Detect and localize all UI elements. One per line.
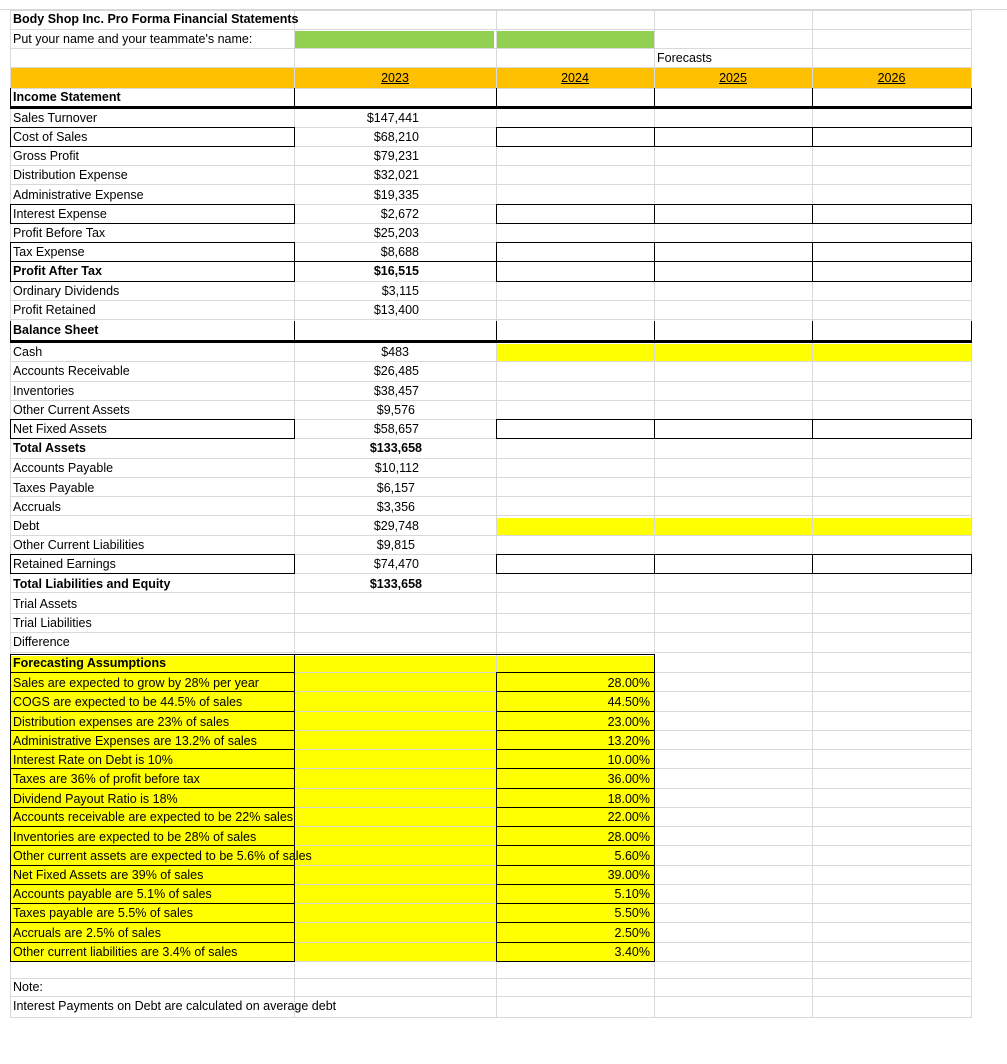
is-label-interest: Interest Expense	[13, 207, 107, 221]
forecast-cell-border	[812, 281, 972, 282]
name-prompt: Put your name and your teammate's name:	[13, 32, 253, 46]
cash-forecast-input[interactable]	[496, 344, 971, 362]
forecast-cell-border	[812, 261, 972, 262]
header-cell-border	[10, 321, 11, 340]
forecast-cell-border	[654, 223, 813, 224]
bs-label-taxes-payable: Taxes Payable	[13, 481, 95, 495]
bs-label-inventories: Inventories	[13, 384, 75, 398]
forecast-cell-border	[812, 261, 813, 282]
assumption-label-dividend-payout: Dividend Payout Ratio is 18%	[13, 792, 178, 806]
bs-label-other-current-liabilities: Other Current Liabilities	[13, 538, 145, 552]
bs-label-receivable: Accounts Receivable	[13, 364, 130, 378]
forecast-cell-border	[812, 146, 972, 147]
bs-value-receivable[interactable]: $26,485	[373, 364, 419, 378]
forecast-cell-border	[971, 242, 972, 262]
forecast-cell-border	[496, 419, 497, 439]
assumption-row-border	[10, 884, 295, 885]
is-value-profit-before-tax[interactable]: $25,203	[373, 226, 419, 240]
forecast-cell-border	[496, 242, 655, 243]
is-value-dividends[interactable]: $3,115	[381, 284, 419, 298]
row-border	[10, 127, 11, 147]
assumption-value-other-current-assets[interactable]: 5.60%	[614, 849, 650, 863]
bs-label-debt: Debt	[13, 519, 40, 533]
bs-value-accounts-payable[interactable]: $10,112	[374, 461, 419, 475]
assumption-row-border	[496, 691, 655, 692]
assumption-row-border	[10, 768, 295, 769]
note-text: Interest Payments on Debt are calculated on average debt	[13, 999, 337, 1013]
assumption-row-border	[496, 903, 655, 904]
assumption-row-border	[496, 884, 655, 885]
forecast-cell-border	[812, 242, 972, 243]
is-label-cost-of-sales: Cost of Sales	[13, 130, 88, 144]
bs-value-net-fixed-assets[interactable]: $58,657	[373, 422, 419, 436]
is-label-gross-profit: Gross Profit	[13, 149, 79, 163]
assumption-label-inventories: Inventories are expected to be 28% of sales	[13, 830, 257, 844]
assumption-row-border	[496, 672, 655, 673]
forecast-cell-border	[812, 554, 813, 574]
forecast-cell-border	[812, 127, 972, 128]
bs-value-total-liabilities-equity[interactable]: $133,658	[369, 577, 422, 591]
bs-value-other-current-assets[interactable]: $9,576	[376, 403, 415, 417]
assumption-value-taxes-payable[interactable]: 5.50%	[614, 906, 650, 920]
is-value-gross-profit[interactable]: $79,231	[373, 149, 419, 163]
bs-value-inventories[interactable]: $38,457	[373, 384, 419, 398]
assumptions-header: Forecasting Assumptions	[13, 656, 167, 670]
row-border	[10, 573, 295, 574]
grid-row-line	[10, 10, 971, 11]
is-value-tax[interactable]: $8,688	[380, 245, 419, 259]
forecast-cell-border	[812, 127, 813, 147]
assumption-row-border	[496, 711, 655, 712]
assumption-row-border	[10, 654, 295, 655]
assumption-label-administrative: Administrative Expenses are 13.2% of sales	[13, 734, 257, 748]
forecast-cell-border	[496, 204, 655, 205]
assumption-label-taxes-payable: Taxes payable are 5.5% of sales	[13, 906, 193, 920]
grid-row-line	[10, 652, 971, 653]
bs-label-total-assets: Total Assets	[13, 441, 86, 455]
grid-row-line	[10, 477, 971, 478]
forecast-cell-border	[812, 419, 972, 420]
bs-label-cash: Cash	[13, 345, 43, 359]
row-border	[10, 261, 295, 262]
assumption-row-border	[496, 768, 655, 769]
is-label-sales: Sales Turnover	[13, 111, 98, 125]
grid-row-line	[10, 361, 971, 362]
grid-row-line	[10, 613, 971, 614]
assumption-row-border	[10, 961, 295, 962]
header-cell-border	[971, 321, 972, 340]
row-border	[10, 204, 11, 224]
grid-row-line	[10, 996, 971, 997]
forecast-cell-border	[654, 573, 813, 574]
is-label-tax: Tax Expense	[13, 245, 85, 259]
assumption-value-sales-growth[interactable]: 28.00%	[607, 676, 650, 690]
forecast-cell-border	[971, 261, 972, 282]
forecast-cell-border	[812, 242, 813, 262]
grid-row-line	[10, 165, 971, 166]
forecast-cell-border	[812, 419, 813, 439]
forecast-cell-border	[971, 204, 972, 224]
forecast-cell-border	[971, 554, 972, 574]
note-label: Note:	[13, 980, 43, 994]
forecast-cell-border	[496, 261, 497, 282]
forecast-cell-border	[812, 223, 972, 224]
grid-row-line	[10, 535, 971, 536]
grid-row-line	[10, 458, 971, 459]
year-2023: 2023	[381, 71, 409, 85]
assumption-value-distribution[interactable]: 23.00%	[607, 715, 650, 729]
forecast-cell-border	[812, 573, 972, 574]
forecast-cell-border	[496, 554, 655, 555]
assumption-row-border	[496, 922, 655, 923]
forecast-cell-border	[812, 204, 972, 205]
assumption-value-accruals[interactable]: 2.50%	[614, 926, 650, 940]
row-border	[294, 261, 496, 262]
row-border	[10, 419, 295, 420]
assumption-value-cogs[interactable]: 44.50%	[607, 695, 650, 709]
grid-row-line	[10, 400, 971, 401]
bs-label-accounts-payable: Accounts Payable	[13, 461, 114, 475]
forecast-cell-border	[496, 204, 497, 224]
assumption-row-border	[10, 903, 295, 904]
row-border	[10, 127, 295, 128]
name-input-cell-b[interactable]	[294, 31, 494, 48]
forecast-cell-border	[654, 419, 655, 439]
header-cell-border	[496, 321, 497, 340]
grid-row-line	[10, 496, 971, 497]
grid-col-line	[971, 10, 972, 1018]
bs-value-taxes-payable[interactable]: $6,157	[376, 481, 415, 495]
forecast-cell-border	[654, 261, 655, 282]
is-label-administrative: Administrative Expense	[13, 188, 144, 202]
assumption-value-other-current-liabilities[interactable]: 3.40%	[614, 945, 650, 959]
is-value-interest[interactable]: $2,672	[380, 207, 419, 221]
bs-value-retained-earnings[interactable]: $74,470	[373, 557, 419, 571]
header-cell-border	[654, 88, 655, 106]
header-cell-border	[10, 88, 11, 106]
assumption-label-interest-rate: Interest Rate on Debt is 10%	[13, 753, 173, 767]
assumption-row-border	[496, 961, 655, 962]
assumption-row-border	[10, 730, 295, 731]
grid-row-line	[10, 300, 971, 301]
assumption-row-border	[10, 922, 295, 923]
forecast-cell-border	[812, 554, 972, 555]
forecast-cell-border	[496, 223, 655, 224]
is-label-dividends: Ordinary Dividends	[13, 284, 120, 298]
name-input-cell-c[interactable]	[496, 31, 654, 48]
assumption-label-distribution: Distribution expenses are 23% of sales	[13, 715, 230, 729]
trial-liabilities-label: Trial Liabilities	[13, 616, 92, 630]
assumption-row-border	[10, 672, 295, 673]
assumption-value-net-fixed-assets[interactable]: 39.00%	[607, 868, 650, 882]
bs-label-total-liabilities-equity: Total Liabilities and Equity	[13, 577, 171, 591]
assumption-label-net-fixed-assets: Net Fixed Assets are 39% of sales	[13, 868, 204, 882]
forecast-cell-border	[654, 242, 813, 243]
is-label-profit-retained: Profit Retained	[13, 303, 96, 317]
forecast-cell-border	[496, 261, 655, 262]
forecast-cell-border	[654, 554, 813, 555]
forecast-cell-border	[812, 438, 972, 439]
is-value-profit-retained[interactable]: $13,400	[373, 303, 419, 317]
assumption-row-border	[496, 865, 655, 866]
grid-row-line	[10, 632, 971, 633]
grid-row-line	[10, 381, 971, 382]
forecast-cell-border	[654, 281, 813, 282]
row-border	[10, 223, 295, 224]
assumption-value-receivables[interactable]: 22.00%	[607, 810, 650, 824]
is-value-cost-of-sales[interactable]: $68,210	[373, 130, 419, 144]
grid-row-line	[10, 978, 971, 979]
bs-value-other-current-liabilities[interactable]: $9,815	[376, 538, 415, 552]
forecast-cell-border	[654, 438, 813, 439]
year-2025: 2025	[719, 71, 747, 85]
balance-sheet-header: Balance Sheet	[13, 323, 99, 337]
is-value-profit-after-tax[interactable]: $16,515	[373, 264, 419, 278]
year-2024: 2024	[561, 71, 589, 85]
forecast-cell-border	[496, 438, 655, 439]
year-2026: 2026	[877, 71, 906, 85]
assumption-label-accruals: Accruals are 2.5% of sales	[13, 926, 161, 940]
assumption-value-interest-rate[interactable]: 10.00%	[607, 753, 650, 767]
debt-forecast-input[interactable]	[496, 518, 971, 536]
row-border	[10, 281, 295, 282]
assumption-col-border	[496, 672, 497, 962]
assumption-row-border	[496, 749, 655, 750]
difference-label: Difference	[13, 635, 70, 649]
assumption-row-border	[10, 691, 295, 692]
bs-value-total-assets[interactable]: $133,658	[369, 441, 422, 455]
row-border	[10, 146, 295, 147]
grid-row-line	[10, 29, 971, 30]
header-cell-border	[294, 321, 295, 340]
assumption-col-border	[294, 654, 295, 962]
grid-col-line	[812, 10, 813, 1018]
assumption-row-border	[10, 865, 295, 866]
forecast-cell-border	[496, 127, 655, 128]
forecast-cell-border	[971, 127, 972, 147]
assumption-row-border	[10, 749, 295, 750]
bs-label-other-current-assets: Other Current Assets	[13, 403, 130, 417]
forecast-cell-border	[654, 261, 813, 262]
assumption-label-other-current-liabilities: Other current liabilities are 3.4% of sales	[13, 945, 238, 959]
is-label-profit-before-tax: Profit Before Tax	[13, 226, 106, 240]
assumption-value-taxes[interactable]: 36.00%	[607, 772, 650, 786]
forecast-cell-border	[496, 242, 497, 262]
forecast-cell-border	[496, 573, 655, 574]
header-cell-border	[654, 321, 655, 340]
grid-row-line	[10, 319, 971, 320]
assumption-col-border	[10, 654, 11, 962]
assumption-row-border	[10, 826, 295, 827]
grid-row-line	[10, 88, 971, 89]
forecast-cell-border	[654, 146, 813, 147]
assumption-value-inventories[interactable]: 28.00%	[607, 830, 650, 844]
bs-label-accruals: Accruals	[13, 500, 61, 514]
row-border	[10, 554, 11, 574]
forecast-cell-border	[812, 204, 813, 224]
row-border	[10, 204, 295, 205]
income-statement-header: Income Statement	[13, 90, 121, 104]
assumption-value-dividend-payout[interactable]: 18.00%	[607, 792, 650, 806]
is-value-administrative[interactable]: $19,335	[373, 188, 419, 202]
header-cell-border	[812, 321, 813, 340]
assumption-value-accounts-payable[interactable]: 5.10%	[614, 887, 650, 901]
forecast-cell-border	[654, 419, 813, 420]
assumption-label-sales-growth: Sales are expected to grow by 28% per year	[13, 676, 259, 690]
header-cell-border	[496, 88, 497, 106]
forecasts-label: Forecasts	[657, 51, 712, 65]
assumption-row-border	[10, 845, 295, 846]
row-border	[10, 261, 11, 282]
grid-row-line	[10, 67, 971, 68]
forecast-cell-border	[496, 127, 497, 147]
assumption-row-border	[10, 807, 295, 808]
assumption-value-administrative[interactable]: 13.20%	[607, 734, 650, 748]
header-cell-border	[971, 88, 972, 106]
forecast-cell-border	[496, 281, 655, 282]
header-cell-border	[294, 88, 295, 106]
forecast-cell-border	[654, 204, 655, 224]
assumption-row-border	[496, 845, 655, 846]
row-border	[10, 242, 295, 243]
forecast-cell-border	[971, 419, 972, 439]
sheet-title: Body Shop Inc. Pro Forma Financial Statements	[13, 12, 299, 26]
grid-row-line	[10, 592, 971, 593]
is-label-profit-after-tax: Profit After Tax	[13, 264, 102, 278]
assumption-label-receivables: Accounts receivable are expected to be 22% sales	[13, 810, 294, 824]
grid-row-line	[10, 184, 971, 185]
header-cell-border	[812, 88, 813, 106]
bs-label-net-fixed-assets: Net Fixed Assets	[13, 422, 107, 436]
row-border	[10, 438, 295, 439]
row-border	[10, 242, 11, 262]
assumption-row-border	[496, 807, 655, 808]
assumption-col-border	[654, 654, 655, 962]
is-value-sales[interactable]: $147,441	[366, 111, 419, 125]
grid-row-line	[10, 515, 971, 516]
forecast-cell-border	[654, 554, 655, 574]
assumption-row-border	[294, 654, 655, 655]
forecast-cell-border	[496, 419, 655, 420]
assumption-row-border	[496, 730, 655, 731]
is-label-distribution: Distribution Expense	[13, 168, 128, 182]
bs-value-debt[interactable]: $29,748	[373, 519, 419, 533]
assumption-row-border	[496, 826, 655, 827]
forecast-cell-border	[496, 146, 655, 147]
assumption-row-border	[10, 788, 295, 789]
row-border	[10, 554, 295, 555]
assumption-label-other-current-assets: Other current assets are expected to be 5.6% of sales	[13, 849, 312, 863]
assumption-label-taxes: Taxes are 36% of profit before tax	[13, 772, 200, 786]
is-value-distribution[interactable]: $32,021	[373, 168, 419, 182]
assumption-row-border	[10, 942, 295, 943]
grid-row-line	[10, 1017, 971, 1018]
assumption-label-cogs: COGS are expected to be 44.5% of sales	[13, 695, 243, 709]
assumption-row-border	[496, 788, 655, 789]
assumption-row-border	[496, 942, 655, 943]
bs-value-cash[interactable]: $483	[381, 345, 409, 359]
forecast-cell-border	[654, 127, 813, 128]
bs-value-accruals[interactable]: $3,356	[376, 500, 415, 514]
balance-header-rule	[10, 340, 972, 343]
forecast-cell-border	[496, 554, 497, 574]
trial-assets-label: Trial Assets	[13, 597, 78, 611]
forecast-cell-border	[654, 127, 655, 147]
forecast-cell-border	[654, 242, 655, 262]
assumption-label-accounts-payable: Accounts payable are 5.1% of sales	[13, 887, 212, 901]
grid-row-line	[10, 48, 971, 49]
row-border	[10, 419, 11, 439]
assumption-row-border	[10, 711, 295, 712]
forecast-cell-border	[654, 204, 813, 205]
bs-label-retained-earnings: Retained Earnings	[13, 557, 116, 571]
income-header-rule	[10, 106, 972, 109]
